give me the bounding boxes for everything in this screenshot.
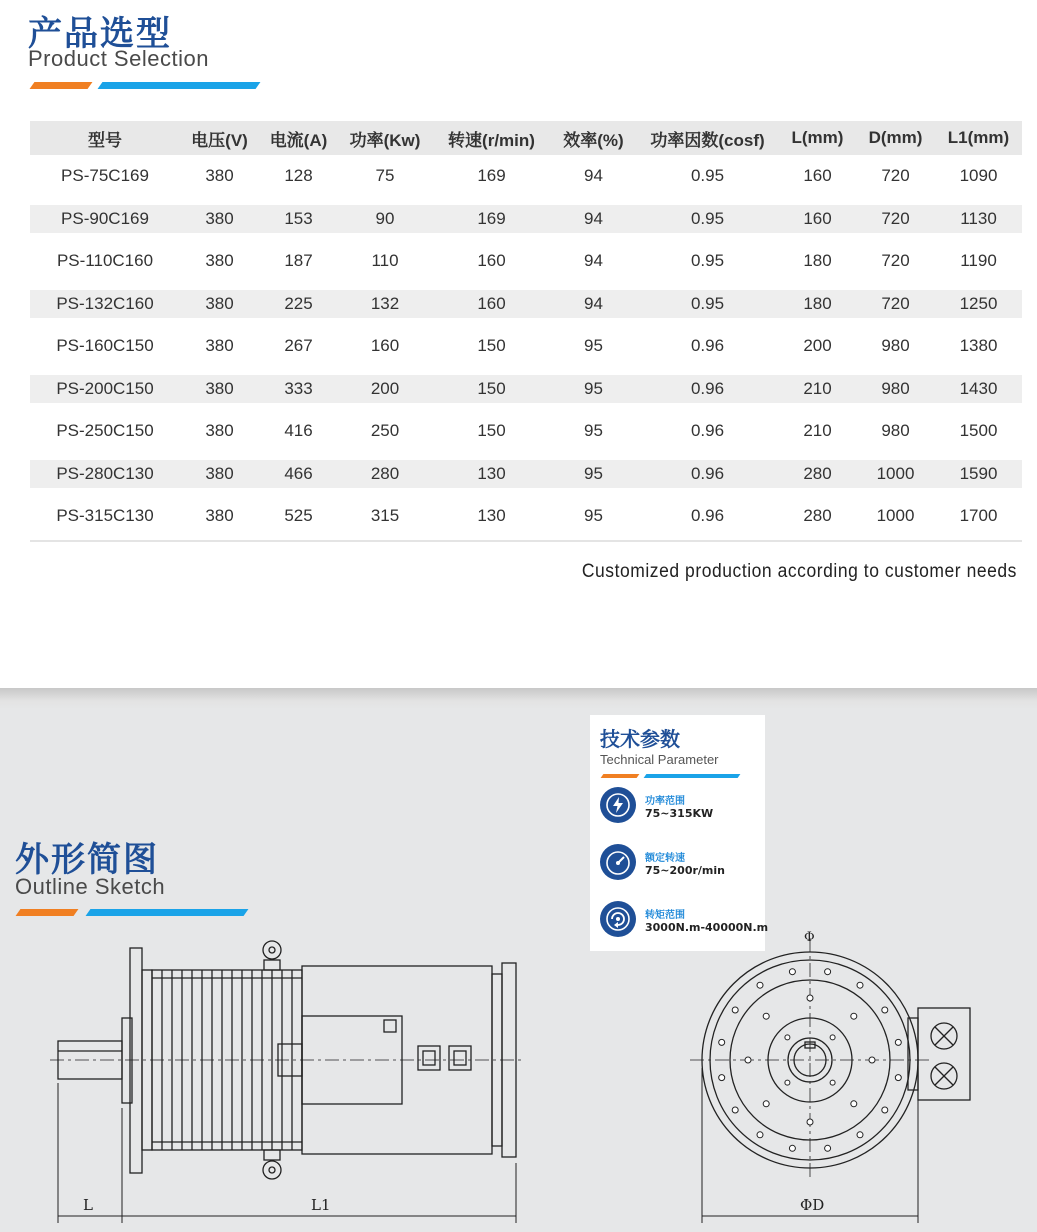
table-cell: 0.95 bbox=[690, 251, 725, 271]
table-cell: 525 bbox=[284, 506, 313, 526]
table-cell: 0.96 bbox=[636, 368, 779, 411]
lifting-eye-bottom bbox=[263, 1150, 281, 1179]
table-cell: 169 bbox=[477, 166, 506, 186]
param-label: 额定转速 bbox=[645, 853, 685, 864]
table-cell: 280 bbox=[803, 506, 832, 526]
table-cell: 250 bbox=[370, 421, 400, 441]
param-label: 转矩范围 bbox=[645, 910, 685, 921]
product-spec-table bbox=[30, 121, 1022, 538]
table-cell: 132 bbox=[338, 283, 432, 326]
bolt-hole bbox=[789, 1145, 795, 1151]
bolt-hole bbox=[825, 969, 831, 975]
table-cell: 150 bbox=[477, 336, 506, 356]
table-cell: PS-315C130 bbox=[56, 506, 154, 526]
table-cell: 160 bbox=[370, 336, 400, 356]
table-cell: 150 bbox=[432, 368, 551, 411]
table-cell: 150 bbox=[477, 421, 506, 441]
bolt-hole bbox=[719, 1075, 725, 1081]
table-cell: 720 bbox=[856, 283, 935, 326]
table-cell: 380 bbox=[180, 368, 259, 411]
bolt-hole bbox=[785, 1080, 790, 1085]
table-cell: 95 bbox=[551, 453, 636, 496]
bolt-hole bbox=[732, 1107, 738, 1113]
sketch-title-zh: 外形简图 bbox=[15, 840, 159, 880]
table-cell: 720 bbox=[881, 166, 910, 186]
section-title-zh: 产品选型 bbox=[28, 14, 172, 54]
table-cell: 1000 bbox=[856, 453, 935, 496]
table-cell: 200 bbox=[338, 368, 432, 411]
table-row bbox=[30, 240, 1022, 283]
table-row bbox=[30, 495, 1022, 538]
column-header: 功率(Kw) bbox=[338, 121, 432, 155]
table-cell: 95 bbox=[551, 368, 636, 411]
table-cell: 200 bbox=[803, 336, 832, 356]
table-cell: 720 bbox=[881, 251, 910, 271]
table-cell: 0.96 bbox=[690, 506, 725, 526]
table-cell: 380 bbox=[205, 336, 234, 356]
table-bottom-rule bbox=[30, 540, 1022, 542]
connector-ports bbox=[418, 1046, 471, 1070]
column-header: 效率(%) bbox=[551, 121, 636, 155]
bolt-hole bbox=[807, 995, 813, 1001]
table-cell: PS-132C160 bbox=[30, 283, 180, 326]
table-cell: 416 bbox=[284, 421, 313, 441]
table-cell: 1130 bbox=[935, 198, 1022, 241]
table-row bbox=[30, 198, 1022, 241]
table-cell: 1190 bbox=[960, 251, 997, 271]
param-value: 3000N.m-40000N.m bbox=[645, 921, 769, 934]
table-cell: 130 bbox=[432, 453, 551, 496]
table-row bbox=[30, 410, 1022, 453]
table-cell: 1000 bbox=[876, 506, 915, 526]
column-header: L(mm) bbox=[779, 121, 856, 155]
table-row bbox=[30, 155, 1022, 198]
table-row bbox=[30, 453, 1022, 496]
motor-front-view bbox=[690, 938, 970, 1223]
column-header: 型号 bbox=[30, 121, 180, 155]
table-cell: 1700 bbox=[959, 506, 998, 526]
table-cell: 153 bbox=[259, 198, 338, 241]
bolt-hole bbox=[825, 1145, 831, 1151]
table-cell: 380 bbox=[205, 506, 234, 526]
outline-drawing bbox=[0, 708, 1037, 1232]
bolt-hole bbox=[807, 1119, 813, 1125]
table-cell: 280 bbox=[779, 453, 856, 496]
table-cell: 0.96 bbox=[690, 421, 725, 441]
table-cell: 267 bbox=[284, 336, 313, 356]
table-cell: 380 bbox=[205, 251, 234, 271]
section-divider bbox=[0, 688, 1037, 710]
table-cell: PS-250C150 bbox=[56, 421, 154, 441]
dim-label-L: L bbox=[83, 1196, 93, 1214]
param-title-en: Technical Parameter bbox=[600, 752, 719, 767]
table-cell: 380 bbox=[180, 453, 259, 496]
table-cell: 380 bbox=[180, 283, 259, 326]
bolt-hole bbox=[895, 1075, 901, 1081]
table-cell: 1090 bbox=[959, 166, 998, 186]
column-header: 功率因数(cosf) bbox=[636, 121, 779, 155]
bolt-hole bbox=[763, 1013, 769, 1019]
table-cell: 94 bbox=[551, 198, 636, 241]
table-cell: 95 bbox=[584, 421, 603, 441]
table-cell: 1380 bbox=[959, 336, 998, 356]
table-cell: 128 bbox=[284, 166, 313, 186]
bolt-hole bbox=[745, 1057, 751, 1063]
table-cell: 1590 bbox=[935, 453, 1022, 496]
table-cell: 95 bbox=[584, 336, 603, 356]
table-cell: 95 bbox=[584, 506, 603, 526]
table-cell: 380 bbox=[205, 166, 234, 186]
table-cell: 130 bbox=[477, 506, 506, 526]
bolt-hole bbox=[763, 1101, 769, 1107]
dim-label-L1: L1 bbox=[311, 1196, 331, 1214]
bolt-hole bbox=[785, 1035, 790, 1040]
table-cell: 720 bbox=[856, 198, 935, 241]
param-title-zh: 技术参数 bbox=[600, 727, 680, 751]
table-cell: 90 bbox=[338, 198, 432, 241]
table-cell: 75 bbox=[375, 166, 395, 186]
table-cell: 980 bbox=[856, 368, 935, 411]
column-header: 电压(V) bbox=[180, 121, 259, 155]
table-cell: 210 bbox=[803, 421, 832, 441]
param-label: 功率范围 bbox=[645, 796, 685, 807]
dim-label-phi-top: Φ bbox=[804, 930, 815, 945]
bolt-hole bbox=[851, 1101, 857, 1107]
table-cell: 315 bbox=[370, 506, 400, 526]
table-cell: 210 bbox=[779, 368, 856, 411]
bolt-hole bbox=[869, 1057, 875, 1063]
table-row bbox=[30, 368, 1022, 411]
table-cell: 0.95 bbox=[690, 166, 725, 186]
section-title-en: Product Selection bbox=[28, 46, 209, 71]
dimension-lines-side bbox=[58, 1083, 516, 1223]
bolt-hole bbox=[830, 1035, 835, 1040]
table-cell: 380 bbox=[205, 421, 234, 441]
column-header: 电流(A) bbox=[259, 121, 338, 155]
bolt-hole bbox=[830, 1080, 835, 1085]
table-cell: 1250 bbox=[935, 283, 1022, 326]
table-cell: 169 bbox=[432, 198, 551, 241]
bolt-hole bbox=[895, 1039, 901, 1045]
table-cell: PS-110C160 bbox=[56, 251, 154, 271]
table-cell: PS-90C169 bbox=[30, 198, 180, 241]
bolt-hole bbox=[789, 969, 795, 975]
table-cell: 187 bbox=[284, 251, 313, 271]
param-value: 75~315KW bbox=[645, 807, 714, 820]
table-cell: 94 bbox=[584, 166, 603, 186]
motor-front-flange bbox=[122, 948, 152, 1173]
table-cell: 466 bbox=[259, 453, 338, 496]
table-cell: 160 bbox=[477, 251, 506, 271]
table-cell: 94 bbox=[584, 251, 603, 271]
table-cell: 380 bbox=[180, 198, 259, 241]
bolt-hole bbox=[719, 1039, 725, 1045]
accent-bar-orange bbox=[30, 82, 93, 89]
sketch-title-en: Outline Sketch bbox=[15, 874, 166, 899]
table-cell: PS-75C169 bbox=[61, 166, 149, 186]
column-header: 转速(r/min) bbox=[432, 121, 551, 155]
table-cell: 280 bbox=[338, 453, 432, 496]
column-header: D(mm) bbox=[856, 121, 935, 155]
table-cell: 110 bbox=[371, 251, 399, 271]
outline-sketch-section bbox=[0, 708, 1037, 1232]
bolt-hole bbox=[732, 1007, 738, 1013]
dim-label-D: ΦD bbox=[800, 1196, 825, 1214]
bolt-hole bbox=[757, 1132, 763, 1138]
table-cell: 980 bbox=[881, 421, 910, 441]
bolt-hole bbox=[882, 1007, 888, 1013]
table-cell: 980 bbox=[881, 336, 910, 356]
table-cell: 180 bbox=[779, 283, 856, 326]
table-cell: 160 bbox=[803, 166, 832, 186]
table-cell: 0.95 bbox=[636, 283, 779, 326]
bolt-hole bbox=[857, 982, 863, 988]
table-cell: 180 bbox=[803, 251, 832, 271]
table-cell: 225 bbox=[259, 283, 338, 326]
bolt-hole bbox=[757, 982, 763, 988]
table-cell: 0.96 bbox=[636, 453, 779, 496]
column-header: L1(mm) bbox=[935, 121, 1022, 155]
table-cell: 1430 bbox=[935, 368, 1022, 411]
table-row bbox=[30, 325, 1022, 368]
table-header-row bbox=[30, 121, 1022, 155]
bolt-hole bbox=[882, 1107, 888, 1113]
param-value: 75~200r/min bbox=[645, 864, 725, 877]
table-cell: 160 bbox=[779, 198, 856, 241]
table-cell: PS-160C150 bbox=[56, 336, 154, 356]
bolt-hole bbox=[851, 1013, 857, 1019]
table-cell: 0.96 bbox=[690, 336, 725, 356]
accent-bar-blue bbox=[98, 82, 261, 89]
customization-note: Customized production according to customer needs bbox=[581, 561, 1017, 582]
table-row bbox=[30, 283, 1022, 326]
bolt-hole bbox=[857, 1132, 863, 1138]
table-cell: 0.95 bbox=[636, 198, 779, 241]
table-cell: 94 bbox=[551, 283, 636, 326]
table-cell: PS-200C150 bbox=[30, 368, 180, 411]
table-cell: 1500 bbox=[959, 421, 998, 441]
table-cell: PS-280C130 bbox=[30, 453, 180, 496]
lifting-eye-top bbox=[263, 941, 281, 970]
table-cell: 160 bbox=[432, 283, 551, 326]
table-cell: 333 bbox=[259, 368, 338, 411]
